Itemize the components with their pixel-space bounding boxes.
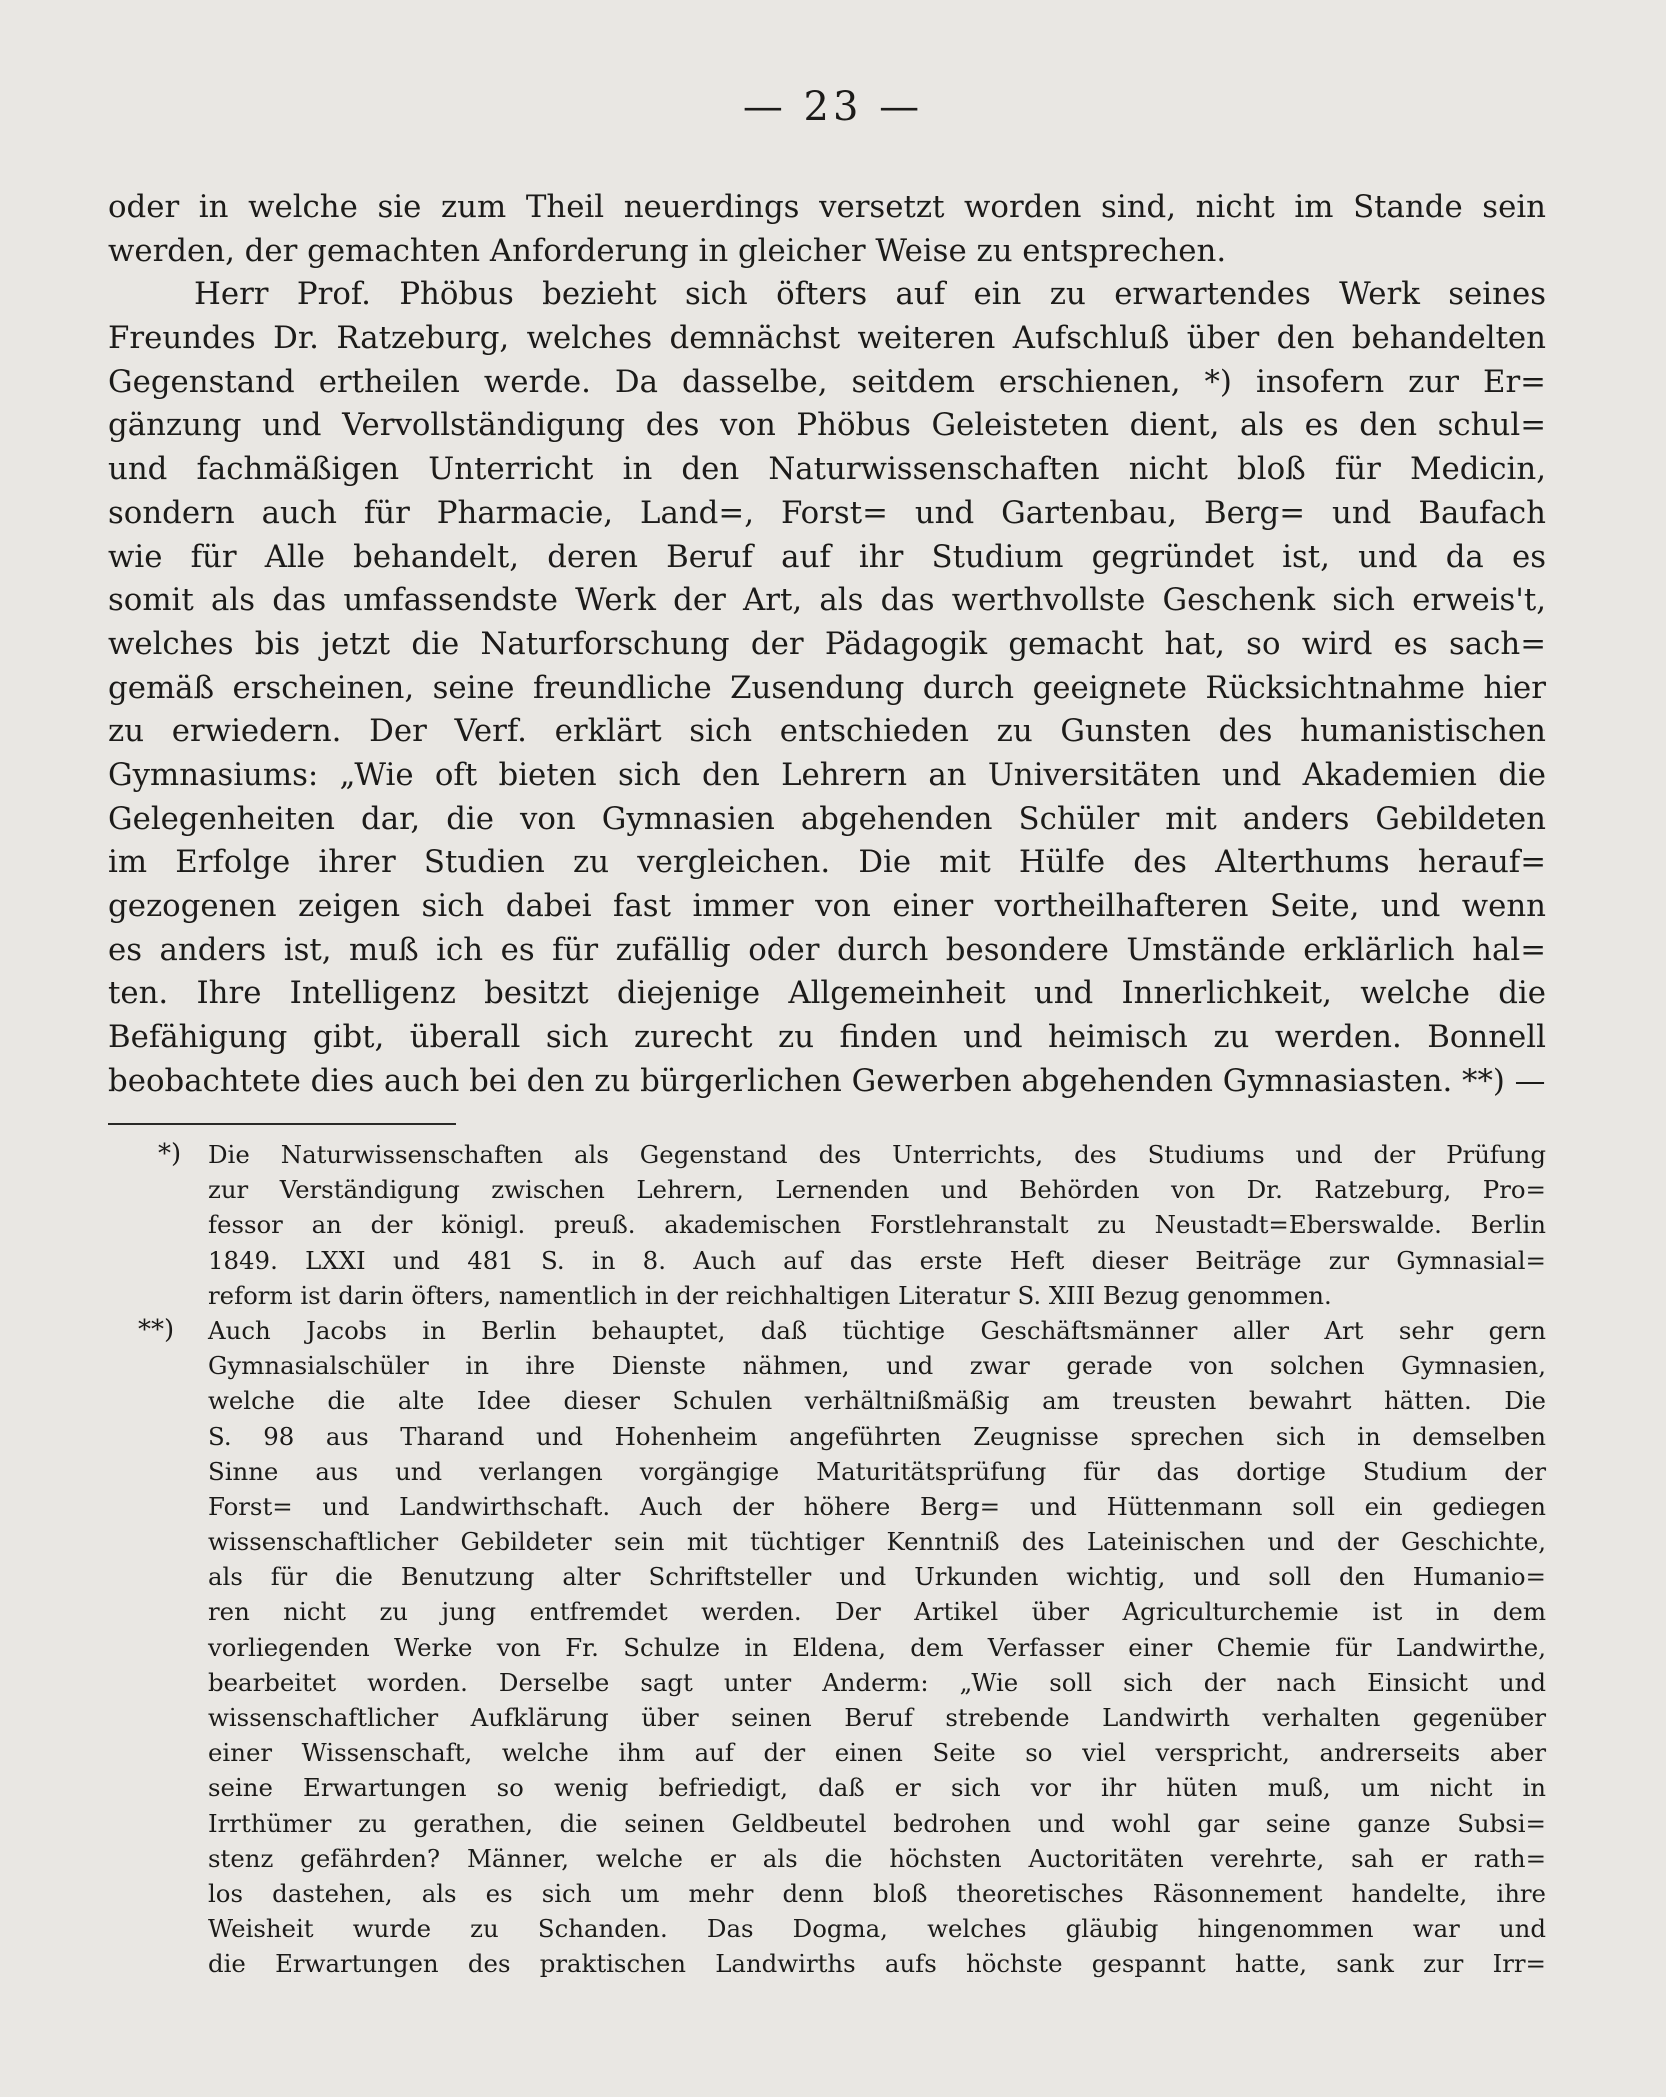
text-line: Gegenstand ertheilen werde. Da dasselbe, seitdem erschienen, *) insofern zur Er=	[108, 363, 1546, 400]
text-line: werden, der gemachten Anforderung in gleicher Weise zu entsprechen.	[108, 232, 1227, 269]
text-line: ten. Ihre Intelligenz besitzt diejenige Allgemeinheit und Innerlichkeit, welche die	[108, 975, 1546, 1012]
text-line: Gelegenheiten dar, die von Gymnasien abgehenden Schüler mit anders Gebildeten	[108, 800, 1546, 837]
footnote-line: Auch Jacobs in Berlin behauptet, daß tüchtige Geschäftsmänner aller Art sehr gern	[208, 1315, 1546, 1345]
text-line: gezogenen zeigen sich dabei fast immer von einer vortheilhafteren Seite, und wenn	[108, 888, 1546, 924]
page-number: — 23 —	[742, 84, 924, 130]
footnote-line: Irrthümer zu gerathen, die seinen Geldbeutel bedrohen und wohl gar seine ganze Subsi=	[208, 1808, 1546, 1838]
footnote-2-mark: **)	[138, 1314, 175, 1345]
footnote-line: seine Erwartungen so wenig befriedigt, daß er sich vor ihr hüten muß, um nicht in	[208, 1773, 1546, 1803]
text-line: Freundes Dr. Ratzeburg, welches demnächst weiteren Aufschluß über den behandelten	[108, 320, 1546, 357]
footnote-line: Weisheit wurde zu Schanden. Das Dogma, welches gläubig hingenommen war und	[208, 1914, 1546, 1944]
footnote-line: die Erwartungen des praktischen Landwirths aufs höchste gespannt hatte, sank zur Irr=	[208, 1949, 1546, 1979]
footnote-2	[108, 1313, 1546, 1982]
footnote-line: als für die Benutzung alter Schriftsteller und Urkunden wichtig, und soll den Humanio=	[208, 1562, 1546, 1592]
text-line: somit als das umfassendste Werk der Art, als das werthvollste Geschenk sich erweis't,	[108, 582, 1546, 619]
footnote-1	[108, 1137, 1546, 1313]
text-line: beobachtete dies auch bei den zu bürgerlichen Gewerben abgehenden Gymnasiasten. **) —	[108, 1062, 1546, 1099]
text-line: und fachmäßigen Unterricht in den Naturwissenschaften nicht bloß für Medicin,	[108, 451, 1546, 488]
footnote-line: Forst= und Landwirthschaft. Auch der höhere Berg= und Hüttenmann soll ein gediegen	[208, 1491, 1546, 1521]
main-text	[108, 186, 1546, 1103]
footnote-line: S. 98 aus Tharand und Hohenheim angeführten Zeugnisse sprechen sich in demselben	[208, 1421, 1546, 1451]
footnote-line: vorliegenden Werke von Fr. Schulze in Eldena, dem Verfasser einer Chemie für Landwirthe,	[208, 1632, 1546, 1662]
text-line: zu erwiedern. Der Verf. erklärt sich entschieden zu Gunsten des humanistischen	[108, 713, 1546, 750]
footnote-line: stenz gefährden? Männer, welche er als die höchsten Auctoritäten verehrte, sah er rath=	[208, 1843, 1546, 1873]
text-line: gemäß erscheinen, seine freundliche Zusendung durch geeignete Rücksichtnahme hier	[108, 669, 1546, 706]
text-line: Gymnasiums: „Wie oft bieten sich den Lehrern an Universitäten und Akademien die	[108, 756, 1546, 793]
footnote-line: ren nicht zu jung entfremdet werden. Der Artikel über Agriculturchemie ist in dem	[208, 1597, 1546, 1627]
footnote-line: Die Naturwissenschaften als Gegenstand des Unterrichts, des Studiums und der Prüfung	[208, 1140, 1546, 1169]
footnote-line: Gymnasialschüler in ihre Dienste nähmen, und zwar gerade von solchen Gymnasien,	[208, 1351, 1546, 1381]
footnote-line: 1849. LXXI und 481 S. in 8. Auch auf das erste Heft dieser Beiträge zur Gymnasial=	[208, 1245, 1546, 1275]
footnote-line: wissenschaftlicher Aufklärung über seinen Beruf strebende Landwirth verhalten gegenüber	[208, 1703, 1546, 1732]
footnote-line: los dastehen, als es sich um mehr denn bloß theoretisches Räsonnement handelte, ihre	[208, 1878, 1546, 1908]
text-line: wie für Alle behandelt, deren Beruf auf ihr Studium gegründet ist, und da es	[108, 538, 1546, 575]
text-line: Herr Prof. Phöbus bezieht sich öfters auf ein zu erwartendes Werk seines	[194, 276, 1546, 313]
text-line: sondern auch für Pharmacie, Land=, Forst= und Gartenbau, Berg= und Baufach	[108, 494, 1546, 531]
text-line: Befähigung gibt, überall sich zurecht zu finden und heimisch zu werden. Bonnell	[108, 1019, 1546, 1056]
footnote-separator	[108, 1123, 456, 1125]
footnote-1-mark: *)	[158, 1139, 182, 1169]
footnote-line: fessor an der königl. preuß. akademischen Forstlehranstalt zu Neustadt=Eberswalde. Berlin	[208, 1210, 1546, 1240]
text-line: im Erfolge ihrer Studien zu vergleichen. Die mit Hülfe des Alterthums herauf=	[108, 844, 1546, 881]
footnote-line: wissenschaftlicher Gebildeter sein mit tüchtiger Kenntniß des Lateinischen und der Geschichte,	[208, 1527, 1546, 1557]
footnote-line: welche die alte Idee dieser Schulen verhältnißmäßig am treusten bewahrt hätten. Die	[208, 1386, 1546, 1416]
footnotes	[108, 1137, 1546, 1982]
text-line: gänzung und Vervollständigung des von Phöbus Geleisteten dient, als es den schul=	[108, 407, 1546, 444]
footnote-line: reform ist darin öfters, namentlich in der reichhaltigen Literatur S. XIII Bezug genommen.	[208, 1280, 1332, 1310]
text-line: oder in welche sie zum Theil neuerdings versetzt worden sind, nicht im Stande sein	[108, 189, 1546, 225]
text-line: welches bis jetzt die Naturforschung der Pädagogik gemacht hat, so wird es sach=	[108, 625, 1546, 662]
footnote-line: einer Wissenschaft, welche ihm auf der einen Seite so viel verspricht, andrerseits aber	[208, 1738, 1546, 1768]
footnote-line: zur Verständigung zwischen Lehrern, Lernenden und Behörden von Dr. Ratzeburg, Pro=	[208, 1175, 1546, 1205]
footnote-line: Sinne aus und verlangen vorgängige Maturitätsprüfung für das dortige Studium der	[208, 1456, 1546, 1486]
footnote-line: bearbeitet worden. Derselbe sagt unter Anderm: „Wie soll sich der nach Einsicht und	[208, 1667, 1546, 1697]
text-line: es anders ist, muß ich es für zufällig oder durch besondere Umstände erklärlich hal=	[108, 931, 1546, 968]
